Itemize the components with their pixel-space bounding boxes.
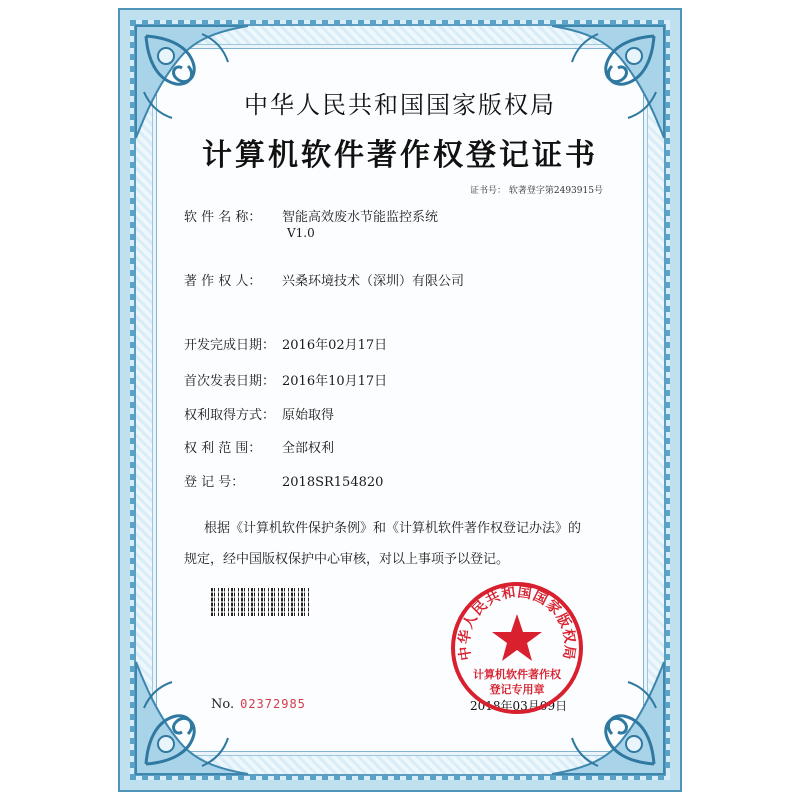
dev-date-label: 开发完成日期： (184, 338, 276, 353)
barcode-icon (211, 588, 311, 616)
seal-text-line-2: 登记专用章 (489, 683, 545, 696)
software-name-label: 软 件 名 称： (184, 210, 262, 225)
copyright-owner-value: 兴桑环境技术（深圳）有限公司 (282, 274, 465, 289)
official-seal-icon (447, 578, 587, 718)
legal-statement-line-1: 根据《计算机软件保护条例》和《计算机软件著作权登记办法》的 (204, 521, 582, 536)
software-name-value: 智能高效废水节能监控系统 (282, 210, 439, 225)
serial-value: 02372985 (240, 697, 306, 711)
software-name-row (184, 206, 438, 225)
pub-date-row (184, 370, 387, 389)
rights-scope-row (184, 437, 334, 456)
copyright-owner-row (184, 270, 464, 289)
registration-label: 登 记 号： (184, 475, 245, 490)
seal-text-line-1: 计算机软件著作权 (473, 668, 561, 681)
certificate-title: 计算机软件著作权登记证书 (202, 138, 598, 173)
certificate-number: 证书号： 软著登字第2493915号 (470, 186, 603, 196)
issue-date: 2018年03月09日 (470, 699, 568, 713)
pub-date-value: 2016年10月17日 (282, 374, 388, 389)
seal-ring-text: 中华人民共和国国家版权局 (456, 584, 578, 662)
corner-ornament-icon (548, 22, 668, 142)
acquisition-row (184, 404, 334, 423)
serial-label: No. (211, 697, 235, 712)
serial-number (211, 697, 306, 712)
legal-statement-line-2: 规定，经中国版权保护中心审核，对以上事项予以登记。 (184, 552, 510, 567)
dev-date-row (184, 334, 387, 353)
corner-ornament-icon (132, 22, 252, 142)
copyright-owner-label: 著 作 权 人： (184, 274, 262, 289)
registration-value: 2018SR154820 (282, 475, 384, 490)
pub-date-label: 首次发表日期： (184, 374, 276, 389)
acquisition-value: 原始取得 (282, 408, 335, 423)
corner-ornament-icon (132, 658, 252, 778)
issuing-authority: 中华人民共和国国家版权局 (244, 91, 556, 119)
dev-date-value: 2016年02月17日 (282, 338, 388, 353)
software-version: V1.0 (287, 226, 315, 240)
acquisition-label: 权利取得方式： (184, 408, 276, 423)
rights-scope-value: 全部权利 (282, 441, 335, 456)
rights-scope-label: 权 利 范 围： (184, 441, 262, 456)
registration-row (184, 471, 383, 490)
